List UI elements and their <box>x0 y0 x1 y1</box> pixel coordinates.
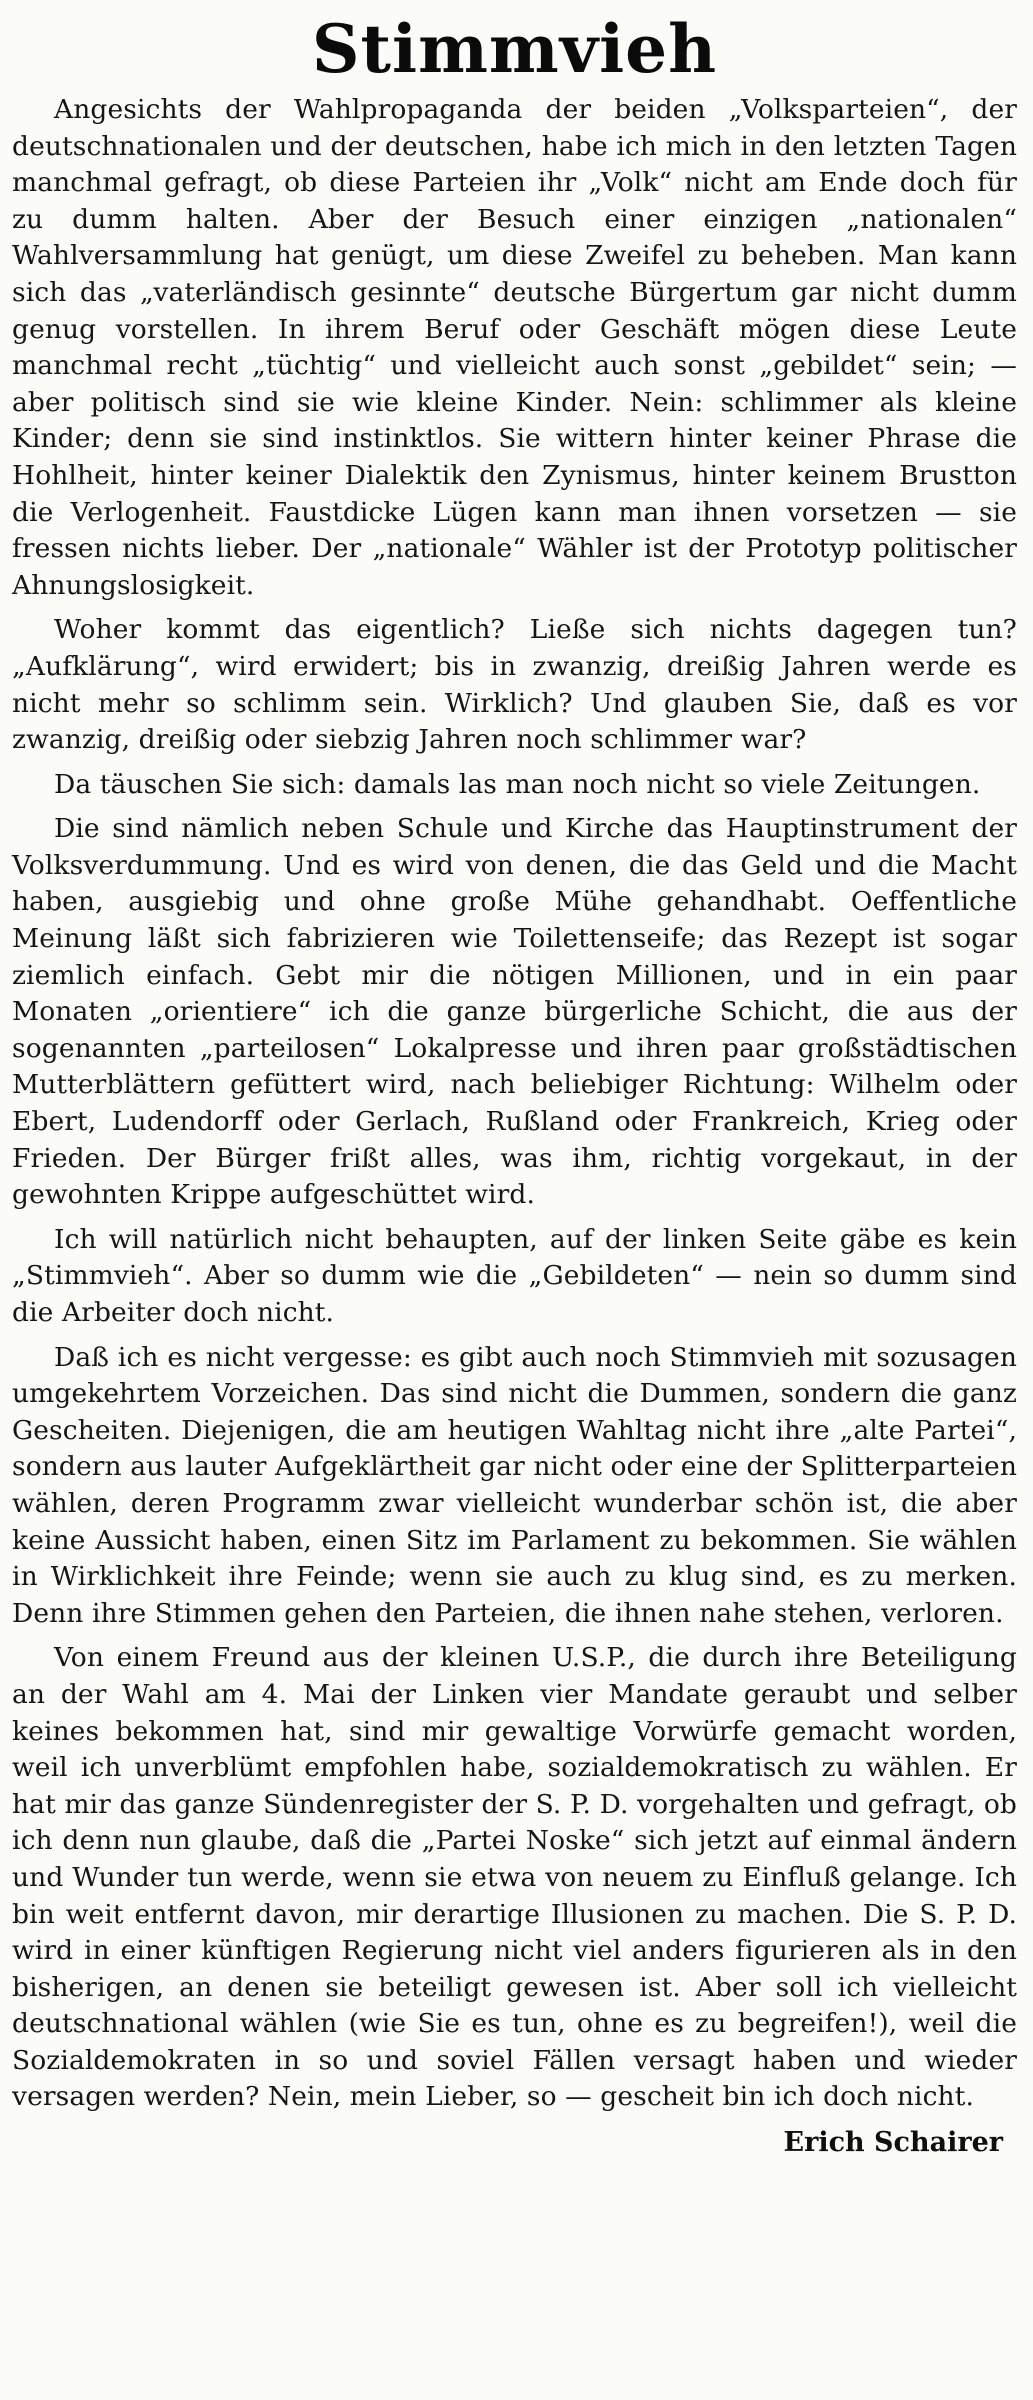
article-paragraph: Woher kommt das eigentlich? Ließe sich nichts dagegen tun? „Aufklärung“, wird erwidert; bis in zwanzig, dreißig Jahren werde es nicht mehr so schlimm sein. Wirklich? Und glauben Sie, daß es vor zwanzig, dreißig oder siebzig Jahren noch schlimmer war? <box>12 614 1017 756</box>
article-paragraph: Von einem Freund aus der kleinen U.S.P., die durch ihre Beteiligung an der Wahl am 4. Mai der Linken vier Mandate geraubt und selber keines bekommen hat, sind mir gewaltige Vorwürfe gemacht worden, weil ich unverblümt empfohlen habe, sozialdemokratisch zu wählen. Er hat mir das ganze Sündenregister der S. P. D. vorgehalten und gefragt, ob ich denn nun glaube, daß die „Partei Noske“ sich jetzt auf einmal ändern und Wunder tun werde, wenn sie etwa von neuem zu Einfluß gelange. Ich bin weit entfernt davon, mir derartige Illusionen zu machen. Die S. P. D. wird in einer künftigen Regierung nicht viel anders figurieren als in den bisherigen, an denen sie beteiligt gewesen ist. Aber soll ich vielleicht deutschnational wählen (wie Sie es tun, ohne es zu begreifen!), weil die Sozialdemokraten in so und soviel Fällen versagt haben und wieder versagen werden? Nein, mein Lieber, so — gescheit bin ich doch nicht. <box>12 1642 1017 2113</box>
article-paragraph: Die sind nämlich neben Schule und Kirche das Hauptinstrument der Volksverdummung. Und es wird von denen, die das Geld und die Macht haben, ausgiebig und ohne große Mühe gehandhabt. Oeffentliche Meinung läßt sich fabrizieren wie Toilettenseife; das Rezept ist sogar ziemlich einfach. Gebt mir die nötigen Millionen, und in ein paar Monaten „orientiere“ ich die ganze bürgerliche Schicht, die aus der sogenannten „parteilosen“ Lokalpresse und ihren paar großstädtischen Mutterblättern gefüttert wird, nach beliebiger Richtung: Wilhelm oder Ebert, Ludendorff oder Gerlach, Rußland oder Frankreich, Krieg oder Frieden. Der Bürger frißt alles, was ihm, richtig vorgekaut, in der gewohnten Krippe aufgeschüttet wird. <box>12 813 1017 1211</box>
article-paragraph: Ich will natürlich nicht behaupten, auf der linken Seite gäbe es kein „Stimmvieh“. Aber so dumm wie die „Gebildeten“ — nein so dumm sind die Arbeiter doch nicht. <box>12 1223 1017 1328</box>
article-author: Erich Schairer <box>783 2127 1003 2159</box>
article-paragraph: Daß ich es nicht vergesse: es gibt auch noch Stimmvieh mit sozusagen umgekehrtem Vorzeichen. Das sind nicht die Dummen, sondern die ganz Gescheiten. Diejenigen, die am heutigen Wahltag nicht ihre „alte Partei“, sondern aus lauter Aufgeklärtheit gar nicht oder eine der Splitterparteien wählen, deren Programm zwar vielleicht wunderbar schön ist, die aber keine Aussicht haben, einen Sitz im Parlament zu bekommen. Sie wählen in Wirklichkeit ihre Feinde; wenn sie auch zu klug sind, es zu merken. Denn ihre Stimmen gehen den Parteien, die ihnen nahe stehen, verloren. <box>12 1341 1017 1629</box>
article-title: Stimmvieh <box>311 10 718 88</box>
article-paragraph: Da täuschen Sie sich: damals las man noch nicht so viele Zeitungen. <box>54 768 981 800</box>
article-paragraph: Angesichts der Wahlpropaganda der beiden „Volksparteien“, der deutschnationalen und der deutschen, habe ich mich in den letzten Tagen manchmal gefragt, ob diese Parteien ihr „Volk“ nicht am Ende doch für zu dumm halten. Aber der Besuch einer einzigen „nationalen“ Wahlversammlung hat genügt, um diese Zweifel zu beheben. Man kann sich das „vaterländisch gesinnte“ deutsche Bürgertum gar nicht dumm genug vorstellen. In ihrem Beruf oder Geschäft mögen diese Leute manchmal recht „tüchtig“ und vielleicht auch sonst „gebildet“ sein; — aber politisch sind sie wie kleine Kinder. Nein: schlimmer als kleine Kinder; denn sie sind instinktlos. Sie wittern hinter keiner Phrase die Hohlheit, hinter keiner Dialektik den Zynismus, hinter keinem Brustton die Verlogenheit. Faustdicke Lügen kann man ihnen vorsetzen — sie fressen nichts lieber. Der „nationale“ Wähler ist der Prototyp politischer Ahnungslosigkeit. <box>12 94 1017 601</box>
